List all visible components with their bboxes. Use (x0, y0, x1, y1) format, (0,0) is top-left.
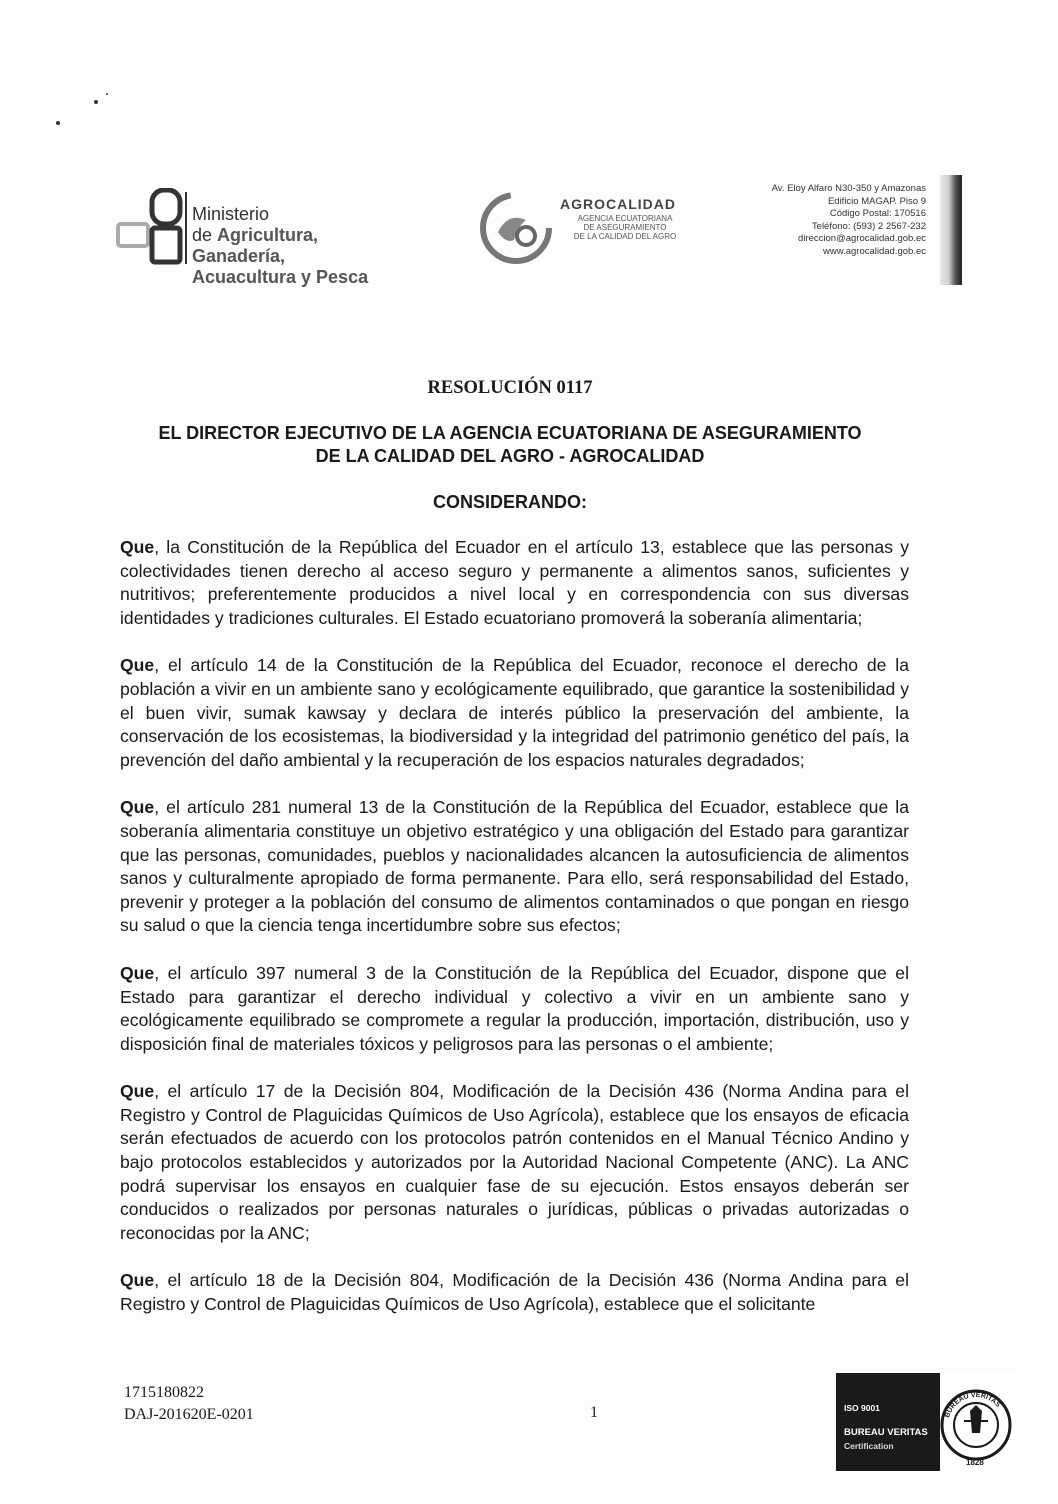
paragraph-text: , el artículo 281 numeral 13 de la Constitución de la República del Ecuador, establece que la soberanía alimentaria constituye un objetivo estratégico y una obligación del Estado para garantizar que las personas, comunidades, pueblos y nacionalidades alcancen la autosuficiencia de alimentos sanos y culturalmente apropiado de forma permanente. Para ello, será responsabilidad del Estado, prevenir y proteger a la población del consumo de alimentos contaminados o que pongan en riesgo su salud o que la ciencia tenga incertidumbre sobre sus efectos; (120, 797, 909, 936)
paragraph-lead: Que (120, 537, 155, 557)
certification-badge (836, 1373, 1016, 1473)
footer-id2: DAJ-201620E-0201 (124, 1406, 254, 1423)
ministry-line3: Acuacultura y Pesca (192, 267, 369, 287)
contact-phone: Teléfono: (593) 2 2567-232 (811, 220, 926, 232)
paragraph (120, 962, 909, 1056)
scan-speck (56, 121, 60, 125)
paragraph (120, 796, 909, 938)
ministry-line1: Ministerio (192, 204, 270, 224)
scan-speck (106, 93, 108, 95)
scan-edge-mark (940, 175, 962, 285)
ministry-logo (116, 188, 416, 287)
main-title-line2: DE LA CALIDAD DEL AGRO - AGROCALIDAD (315, 446, 705, 466)
document-body (120, 536, 909, 1341)
paragraph (120, 1269, 909, 1316)
agency-sub3: DE LA CALIDAD DEL AGRO (573, 232, 677, 241)
main-title (0, 422, 1020, 468)
resolution-title: RESOLUCIÓN 0117 (427, 378, 593, 398)
paragraph-text: , el artículo 18 de la Decisión 804, Modificación de la Decisión 436 (Norma Andina para el Registro y Control de Plaguicidas Químicos de Uso Agrícola), establece que el solicitante (120, 1270, 909, 1315)
scan-speck (94, 100, 98, 104)
paragraph-text: , el artículo 397 numeral 3 de la Constitución de la República del Ecuador, dispone que el Estado para garantizar el derecho individual y colectivo a vivir en un ambiente sano y ecológicamente equilibrado se compromete a regular la producción, importación, distribución, uso y disposición final de materiales tóxicos y peligrosos para las personas o el ambiente; (120, 962, 909, 1054)
paragraph-lead: Que (120, 962, 155, 983)
bureau-veritas-seal-icon (940, 1373, 1016, 1473)
paragraph (120, 1080, 909, 1245)
paragraph-lead: Que (120, 797, 155, 818)
footer-ids (124, 1382, 254, 1426)
contact-website[interactable]: www.agrocalidad.gob.ec (823, 245, 926, 257)
cert-iso: ISO 9001 (844, 1403, 880, 1413)
contact-email[interactable]: direccion@agrocalidad.gob.ec (798, 233, 926, 245)
ministry-emblem-icon (116, 188, 188, 268)
contact-postal: Código Postal: 170516 (829, 208, 926, 220)
cert-name: BUREAU VERITAS (844, 1427, 928, 1438)
agency-logo (478, 190, 698, 270)
paragraph-text: , el artículo 14 de la Constitución de la República del Ecuador, reconoce el derecho de la población a vivir en un ambiente sano y ecológicamente equilibrado, que garantice la sostenibilidad y el buen vivir, sumak kawsay y declara de interés público la preservación del ambiente, la conservación de los ecosistemas, la biodiversidad y la integridad del patrimonio genético del país, la prevención del daño ambiental y la recuperación de los espacios naturales degradados; (120, 655, 909, 770)
certification-box (836, 1373, 940, 1471)
ministry-line2: Agricultura, Ganadería, (192, 225, 319, 266)
paragraph-text: , el artículo 17 de la Decisión 804, Modificación de la Decisión 436 (Norma Andina para el Registro y Control de Plaguicidas Químicos de Uso Agrícola), establece que los ensayos de eficacia serán efectuados de acuerdo con los protocolos patrón contenidos en el Manual Técnico Andino y bajo protocolos establecidos y autorizados por la Autoridad Nacional Competente (ANC). La ANC podrá supervisar los ensayos en cualquier fase de su ejecución. Estos ensayos deberán ser conducidos o realizados por personas naturales o jurídicas, públicas o privadas autorizadas o reconocidas por la ANC; (120, 1081, 909, 1243)
contact-block (772, 183, 926, 259)
footer-id1: 1715180822 (124, 1384, 204, 1401)
cert-year: 1828 (966, 1458, 984, 1467)
paragraph (120, 654, 909, 772)
paragraph (120, 536, 909, 630)
main-title-line1: EL DIRECTOR EJECUTIVO DE LA AGENCIA ECUATORIANA DE ASEGURAMIENTO (158, 423, 862, 443)
paragraph-lead: Que (120, 1270, 155, 1291)
agency-sub2: DE ASEGURAMIENTO (583, 223, 667, 232)
contact-building: Edificio MAGAP. Piso 9 (827, 195, 926, 207)
paragraph-lead: Que (120, 655, 155, 676)
contact-address: Av. Eloy Alfaro N30-350 y Amazonas (771, 183, 926, 194)
cert-label: Certification (844, 1441, 894, 1451)
ministry-line2-prefix: de (192, 225, 218, 245)
considerando-heading: CONSIDERANDO: (432, 492, 587, 512)
agency-sub1: AGENCIA ECUATORIANA (577, 214, 673, 223)
page-number: 1 (590, 1404, 598, 1421)
agency-name: AGROCALIDAD (560, 196, 676, 212)
agrocalidad-emblem-icon (478, 190, 554, 266)
cert-ring-text: BUREAU VERITAS (944, 1391, 1002, 1419)
paragraph-lead: Que (120, 1081, 155, 1102)
paragraph-text: , la Constitución de la República del Ecuador en el artículo 13, establece que las personas y colectividades tienen derecho al acceso seguro y permanente a alimentos sanos, suficientes y nutritivos; preferentemente producidos a nivel local y en correspondencia con sus diversas identidades y tradiciones culturales. El Estado ecuatoriano promoverá la soberanía alimentaria; (120, 537, 909, 628)
